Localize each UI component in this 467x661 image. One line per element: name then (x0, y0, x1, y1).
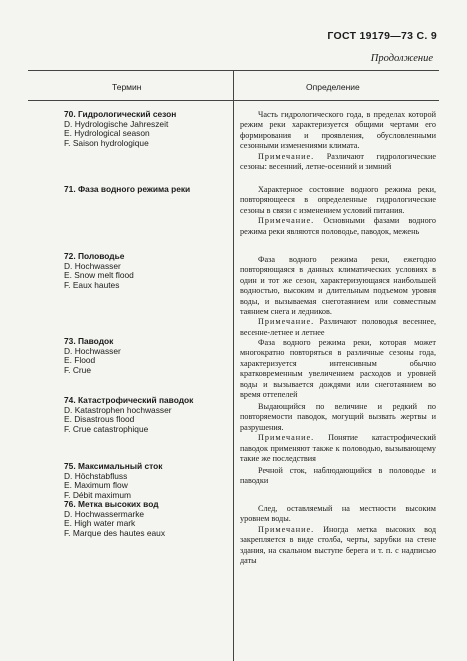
note-label: Примечание. (258, 216, 315, 226)
note-label: Примечание. (258, 317, 315, 327)
term-fr: F. Marque des hautes eaux (64, 527, 166, 538)
term-fr: F. Débit maximum (64, 489, 132, 500)
term-title: 70. Гидрологический сезон (64, 109, 177, 119)
note-label: Примечание. (258, 433, 315, 443)
term-74 (64, 396, 229, 434)
term-en: E. Flood (64, 355, 96, 366)
definition-71 (240, 185, 436, 237)
page-code: ГОСТ 19179—73 С. 9 (327, 30, 437, 42)
term-title: 72. Половодье (64, 251, 125, 261)
term-73 (64, 337, 229, 375)
term-76 (64, 500, 229, 538)
term-72 (64, 252, 229, 290)
note-text: Различают половодья весеннее, весенне-летнее и летнее (240, 317, 437, 337)
definition-75 (240, 466, 436, 487)
term-title: 73. Паводок (64, 336, 114, 346)
term-de: D. Hochwasser (64, 260, 121, 271)
definition-text: Фаза водного режима реки, которая может многократно повторяться в различные сезоны года, характеризуется интенсивным обычно кратковременным увеличением расходов и уровней воды и вызывается дождями или снеготаянием во время оттепелей (240, 338, 436, 400)
term-de: D. Hochwassermarke (64, 508, 145, 519)
definition-text: След, оставляемый на местности высоким уровнем воды. (240, 504, 436, 524)
definition-72 (240, 255, 436, 338)
note-text: Основными фазами водного режима реки являются половодье, паводок, межень (240, 216, 437, 236)
term-fr: F. Crue catastrophique (64, 423, 149, 434)
term-fr: F. Saison hydrologique (64, 137, 149, 148)
term-en: E. Maximum flow (64, 480, 128, 491)
term-de: D. Höchstabfluss (64, 470, 128, 481)
term-71 (64, 185, 229, 195)
term-en: E. Snow melt flood (64, 270, 134, 281)
note-label: Примечание. (258, 151, 315, 161)
term-de: D. Hydrologische Jahreszeit (64, 118, 169, 129)
continued-label: Продолжение (370, 53, 433, 64)
column-divider (233, 70, 234, 661)
definition-74 (240, 402, 436, 464)
column-header-definition: Определение (306, 82, 360, 92)
definition-text: Часть гидрологического года, в пределах которой режим реки характеризуется общими чертами его формирования и проявления, обусловленными сезонными изменениями климата. (240, 110, 436, 151)
definition-73 (240, 338, 436, 400)
term-de: D. Katastrophen hochwasser (64, 404, 172, 415)
term-en: E. Disastrous flood (64, 414, 135, 425)
term-fr: F. Crue (64, 364, 91, 375)
definition-text: Речной сток, наблюдающийся в половодье и паводки (240, 466, 436, 486)
definition-text: Выдающийся по величине и редкий по повторяемости паводок, могущий вызвать жертвы и разрушения. (240, 402, 436, 432)
term-title: 74. Катастрофический паводок (64, 395, 194, 405)
definition-70 (240, 110, 436, 172)
definition-text: Фаза водного режима реки, ежегодно повторяющаяся в данных климатических условиях в один и тот же сезон, характеризующаяся наибольшей водностью, высоким и длительным подъемом уровня воды, и вызываемая снеготаянием или совместным таянием снега и ледников. (240, 255, 436, 317)
term-fr: F. Eaux hautes (64, 279, 120, 290)
note-text: Иногда метка высоких вод закрепляется в виде столба, черты, зарубки на стене здания, на скальном выступе берега и т. п. с надписью даты (240, 524, 437, 566)
term-en: E. High water mark (64, 518, 136, 529)
term-de: D. Hochwasser (64, 345, 121, 356)
definition-text: Характерное состояние водного режима реки, повторяющееся в определенные гидрологические сезоны в связи с изменением условий питания. (240, 185, 436, 215)
column-header-terms: Термин (112, 82, 142, 92)
term-en: E. Hydrological season (64, 128, 150, 139)
note-text: Понятие катастрофический паводок применяют также к половодью, вызывающему такие же последствия (240, 433, 436, 464)
note-text: Различают гидрологические сезоны: весенний, летне-осенний и зимний (240, 151, 437, 172)
definition-76 (240, 504, 436, 566)
term-title: 75. Максимальный сток (64, 461, 163, 471)
term-title: 71. Фаза водного режима реки (64, 184, 191, 194)
term-75 (64, 462, 229, 500)
term-title: 76. Метка высоких вод (64, 499, 159, 509)
term-70 (64, 110, 229, 148)
note-label: Примечание. (258, 524, 315, 534)
